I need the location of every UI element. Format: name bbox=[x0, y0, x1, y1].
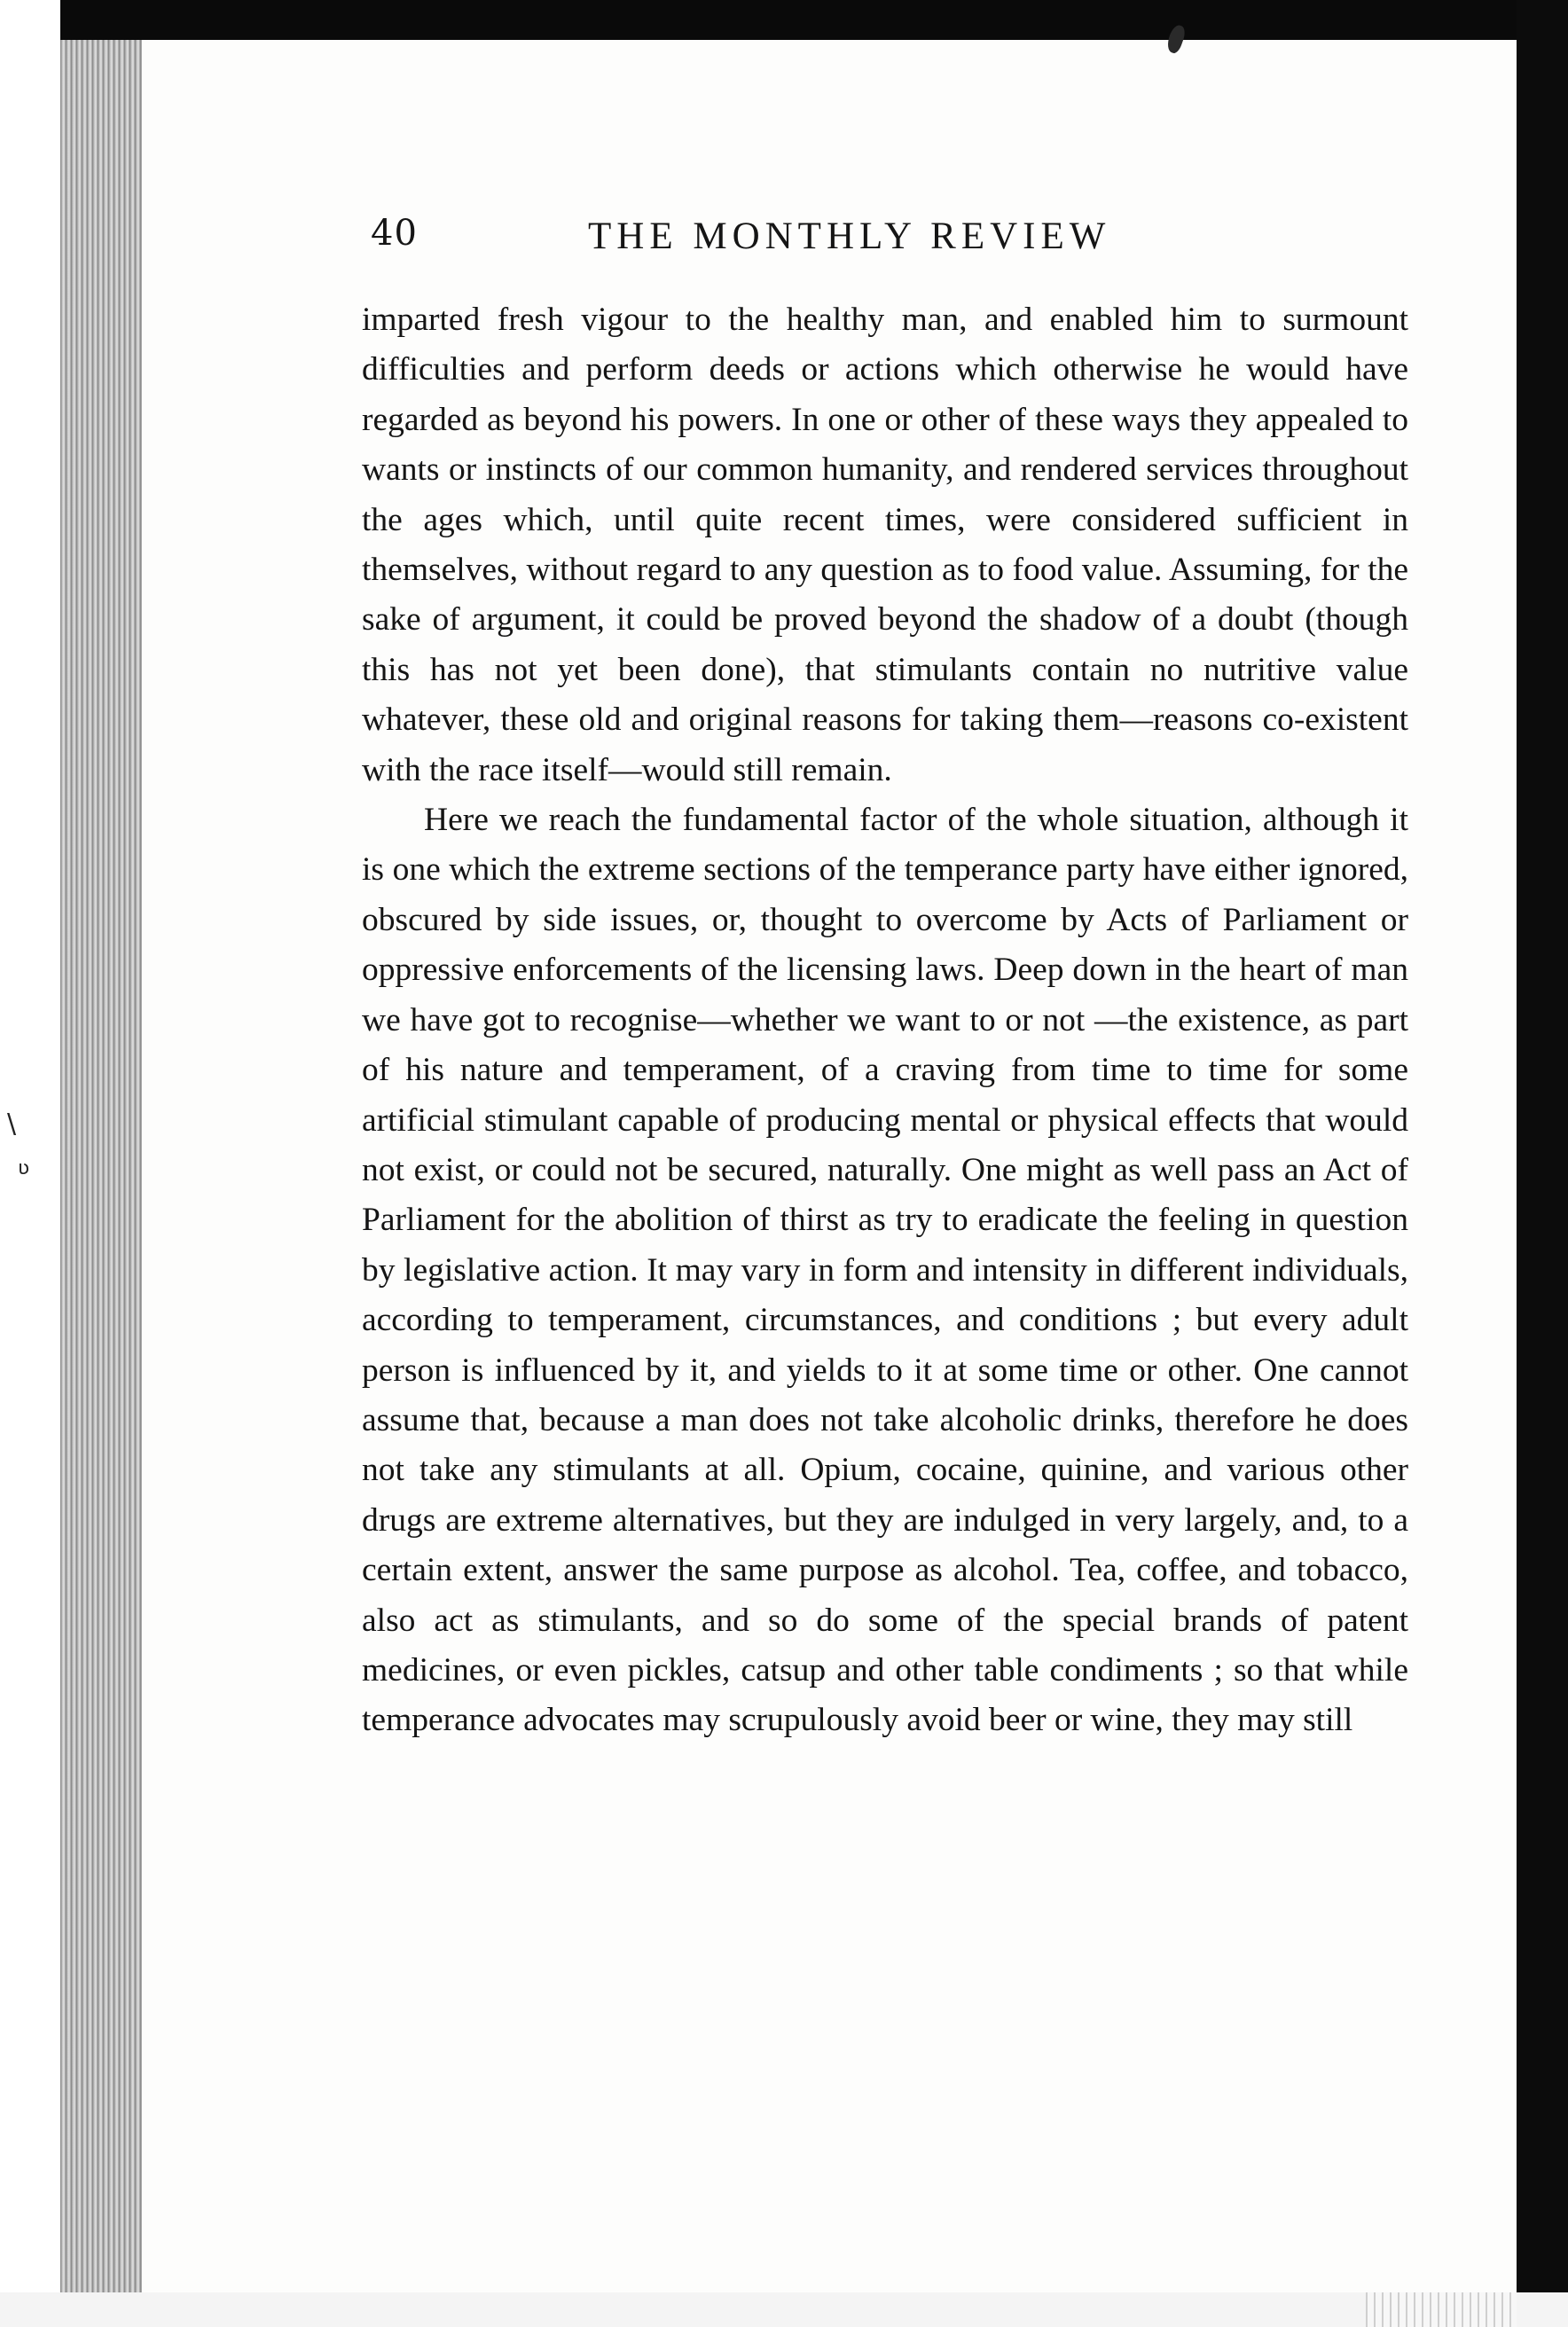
scan-top-border bbox=[0, 0, 1568, 40]
body-text bbox=[362, 295, 1408, 1746]
paragraph: imparted fresh vigour to the healthy man, and enabled him to surmount difficulties and perform deeds or actions which otherwise he would have regarded as beyond his powers. In one or other of these ways they appealed to wants or instincts of our common humanity, and rendered services throughout the ages which, until quite recent times, were considered sufficient in themselves, without regard to any question as to food value. Assuming, for the sake of argument, it could be proved beyond the shadow of a doubt (though this has not yet been done), that stimulants contain no nutritive value whatever, these old and original reasons for taking them—reasons co-existent with the race itself—would still remain. bbox=[362, 302, 1408, 788]
scan-right-border bbox=[1517, 0, 1568, 2327]
paragraph: Here we reach the fundamental factor of the whole situation, although it is one which the extreme sections of the temperance party have either ignored, obscured by side issues, or, thought to overcome by Acts of Parliament or oppressive enforcements of the licensing laws. Deep down in the heart of man we have got to recognise—whether we want to or not —the existence, as part of his nature and temperament, of a craving from time to time for some artificial stimulant capable of producing mental or physical effects that would not exist, or could not be secured, naturally. One might as well pass an Act of Parliament for the abolition of thirst as try to eradicate the feeling in question by legislative action. It may vary in form and intensity in different individuals, according to temperament, circumstances, and conditions ; but every adult person is influenced by it, and yields to it at some time or other. One cannot assume that, because a man does not take alcoholic drinks, therefore he does not take any stimulants at all. Opium, cocaine, quinine, and various other drugs are extreme alternatives, but they are indulged in very largely, and, to a certain extent, answer the same purpose as alcohol. Tea, coffee, and tobacco, also act as stimulants, and so do some of the special brands of patent medicines, or even pickles, catsup and other table condiments ; so that while temperance advocates may scrupulously avoid beer or wine, they may still bbox=[362, 802, 1408, 1739]
running-head: THE MONTHLY REVIEW bbox=[588, 215, 1111, 257]
page-number: 40 bbox=[371, 213, 418, 254]
book-page-edges bbox=[60, 40, 142, 2292]
margin-mark: \ bbox=[7, 1109, 17, 1140]
scan-bottom-border bbox=[0, 2292, 1568, 2327]
margin-mark-small: ʋ bbox=[18, 1157, 30, 1179]
scan-left-margin bbox=[0, 0, 60, 2327]
page-header bbox=[371, 213, 1470, 275]
page-stack-ticks bbox=[1366, 2292, 1517, 2327]
